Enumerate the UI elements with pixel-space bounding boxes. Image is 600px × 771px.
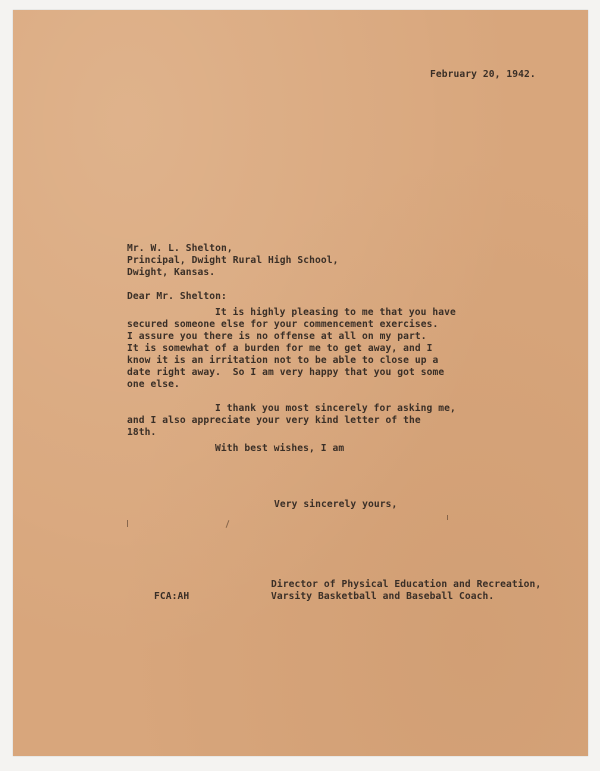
salutation: Dear Mr. Shelton: <box>127 291 227 302</box>
reference-initials: FCA:AH <box>154 591 190 602</box>
closing-wish: With best wishes, I am <box>215 443 345 454</box>
title-line: Director of Physical Education and Recreation, <box>271 579 542 590</box>
paragraph-line: date right away. So I am very happy that you got some <box>127 367 445 378</box>
recipient-line: Principal, Dwight Rural High School, <box>127 255 339 266</box>
recipient-line: Dwight, Kansas. <box>127 267 216 278</box>
paragraph-line: and I also appreciate your very kind letter of the <box>127 415 421 426</box>
paragraph-line: It is highly pleasing to me that you have <box>215 307 456 318</box>
paragraph-line: I thank you most sincerely for asking me, <box>215 403 456 414</box>
paragraph-line: 18th. <box>127 427 157 438</box>
paragraph-line: know it is an irritation not to be able to close up a <box>127 355 439 366</box>
letter-date: February 20, 1942. <box>430 69 536 80</box>
paragraph-line: I assure you there is no offense at all on my part. <box>127 331 427 342</box>
letter-page <box>13 10 588 756</box>
paper-mark <box>447 515 448 520</box>
paper-mark <box>226 520 230 528</box>
recipient-line: Mr. W. L. Shelton, <box>127 243 233 254</box>
title-line: Varsity Basketball and Baseball Coach. <box>271 591 495 602</box>
paper-mark <box>127 520 128 527</box>
paragraph-line: secured someone else for your commencement exercises. <box>127 319 439 330</box>
paragraph-line: one else. <box>127 379 180 390</box>
valediction: Very sincerely yours, <box>274 499 398 510</box>
paragraph-line: It is somewhat of a burden for me to get away, and I <box>127 343 433 354</box>
